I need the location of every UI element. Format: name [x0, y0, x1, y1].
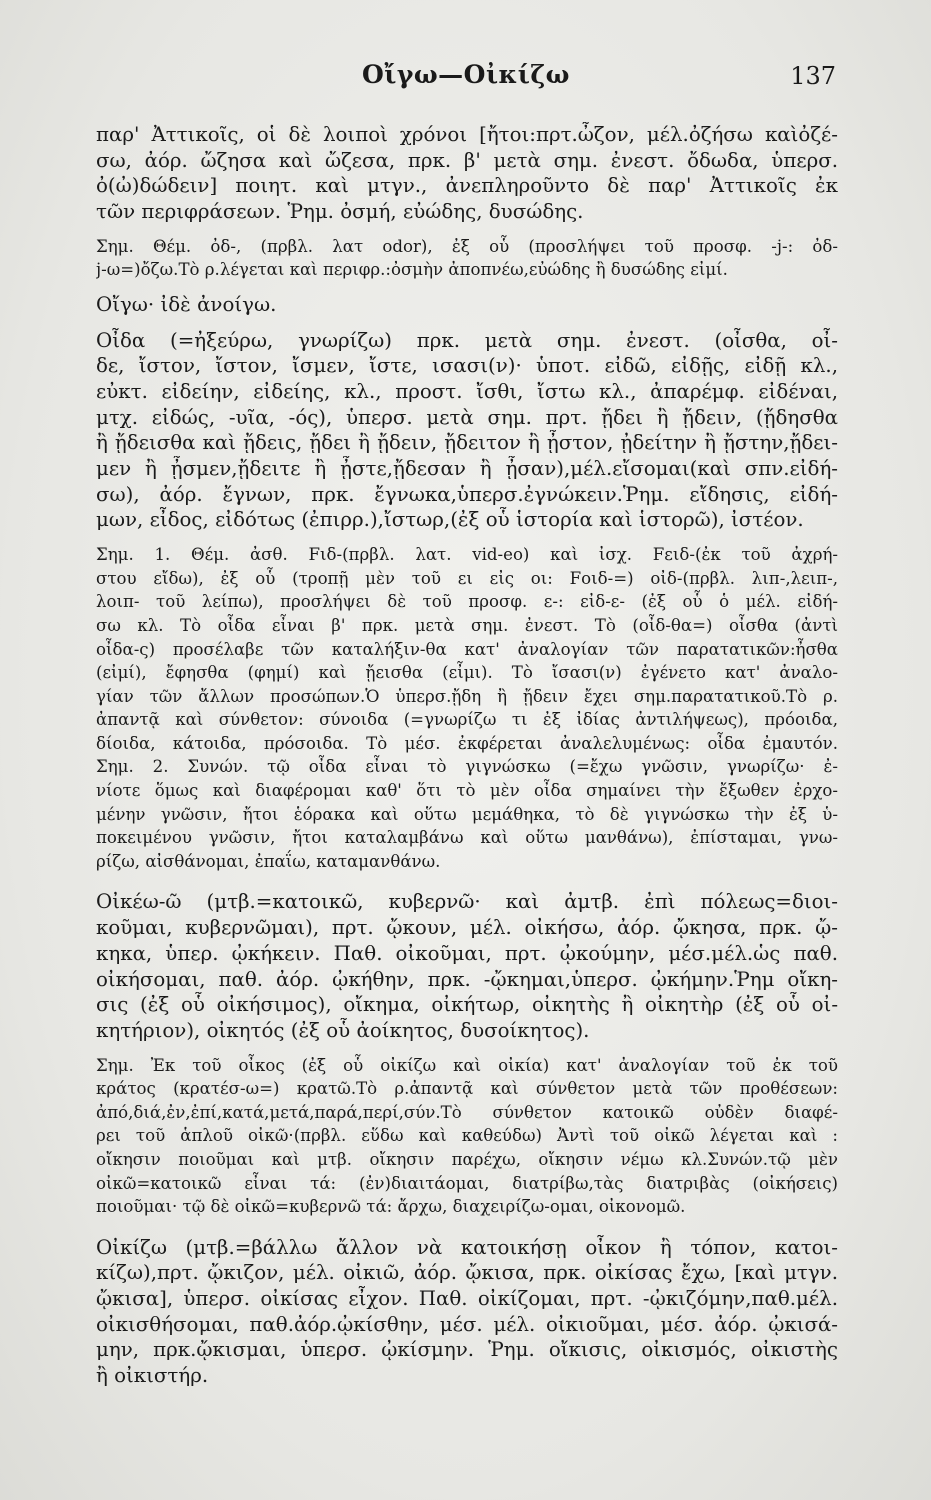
dictionary-entry	[96, 1235, 838, 1389]
text-line: σω), ἀόρ. ἔγνων, πρκ. ἔγνωκα,ὑπερσ.ἐγνώκειν.Ῥημ. εἴδησις, εἰδή-	[96, 482, 838, 506]
text-line: μτχ. εἰδώς, -υῖα, -ός), ὑπερσ. μετὰ σημ. πρτ. ᾔδει ἢ ᾔδειν, (ᾔδησθα	[96, 405, 838, 429]
note-line: ποκειμένου γνῶσιν, ἤτοι καταλαμβάνω καὶ οὕτω μανθάνω), ἐπίσταμαι, γνω-	[96, 828, 838, 848]
note-line: μένην γνῶσιν, ἤτοι ἑόρακα καὶ οὕτω μεμάθηκα, τὸ δὲ γιγνώσκω τὴν ἐξ ὑ-	[96, 804, 838, 824]
page-header	[96, 60, 836, 100]
text-line: σις (ἐξ οὗ οἰκήσιμος), οἴκημα, οἰκήτωρ, οἰκητὴς ἢ οἰκητὴρ (ἐξ οὗ οἰ-	[96, 993, 838, 1017]
note-line: j-ω=)ὄζω.Τὸ ρ.λέγεται καὶ περιφρ.:ὀσμὴν ἀποπνέω,εὐώδης ἢ δυσώδης εἰμί.	[96, 260, 728, 280]
note-line: (εἰμί), ἔφησθα (φημί) καὶ ᾔεισθα (εἶμι). Τὸ ἴσασι(ν) ἐγένετο κατ' ἀναλο-	[96, 663, 838, 683]
text-line: κίζω),πρτ. ᾤκιζον, μέλ. οἰκιῶ, ἀόρ. ᾤκισα, πρκ. οἰκίσας ἔχω, [καὶ μτγν.	[96, 1261, 838, 1285]
text-line: εὐκτ. εἰδείην, εἰδείης, κλ., προστ. ἴσθι, ἴστω κλ., ἀπαρέμφ. εἰδέναι,	[96, 380, 838, 403]
note-line: Σημ. 2. Συνών. τῷ οἶδα εἶναι τὸ γιγνώσκω (=ἔχω γνῶσιν, γνωρίζω· ἐ-	[96, 757, 838, 777]
text-line: ἢ ᾔδεισθα καὶ ᾔδεις, ᾔδει ἢ ᾔδειν, ᾔδειτον ἢ ᾖστον, ᾐδείτην ἢ ᾔστην,ᾔδει-	[96, 431, 838, 455]
note-line: ρίζω, αἰσθάνομαι, ἐπαΐω, καταμανθάνω.	[96, 851, 441, 871]
dictionary-entry	[96, 328, 838, 874]
note-line: κράτος (κρατέσ-ω=) κρατῶ.Τὸ ρ.ἀπαντᾷ καὶ σύνθετον μετὰ τῶν προθέσεων:	[96, 1079, 838, 1099]
text-line: σω, ἀόρ. ὤζησα καὶ ὤζεσα, πρκ. β' μετὰ σημ. ἐνεστ. ὄδωδα, ὑπερσ.	[96, 148, 838, 172]
note-line: νίοτε ὅμως καὶ διαφέρομαι καθ' ὅτι τὸ μὲν οἶδα σημαίνει τὴν ἔξωθεν ἐρχο-	[96, 781, 838, 801]
text-line: κοῦμαι, κυβερνῶμαι), πρτ. ᾤκουν, μέλ. οἰκήσω, ἀόρ. ᾤκησα, πρκ. ᾤ-	[96, 916, 838, 940]
note-line: ἀπό,διά,ἐν,ἐπί,κατά,μετά,παρά,περί,σύν.Τὸ σύνθετον κατοικῶ οὐδὲν διαφέ-	[96, 1102, 838, 1122]
text-line: Οἰκέω-ῶ (μτβ.=κατοικῶ, κυβερνῶ· καὶ ἀμτβ. ἐπὶ πόλεως=διοι-	[96, 890, 838, 914]
note-line: ἀπαντᾷ καὶ σύνθετον: σύνοιδα (=γνωρίζω τι ἐξ ἰδίας ἀντιλήψεως), πρόοιδα,	[96, 710, 838, 730]
page-body	[96, 122, 838, 1389]
note-line: δίοιδα, κάτοιδα, πρόσοιδα. Τὸ μέσ. ἐκφέρεται ἀναλελυμένως: οἶδα ἐμαυτόν.	[96, 733, 838, 753]
note-line: ρει τοῦ ἁπλοῦ οἰκῶ·(πρβλ. εὕδω καὶ καθεύδω) Ἀντὶ τοῦ οἰκῶ λέγεται καὶ :	[96, 1126, 838, 1146]
text-line: κηκα, ὑπερ. ᾠκήκειν. Παθ. οἰκοῦμαι, πρτ. ᾠκούμην, μέσ.μέλ.ὡς παθ.	[96, 941, 838, 965]
dictionary-entry	[96, 292, 838, 318]
entry-continuation	[96, 122, 838, 282]
note-line: οἴκησιν ποιοῦμαι καὶ μτβ. οἴκησιν παρέχω, οἴκησιν νέμω κλ.Συνών.τῷ μὲν	[96, 1149, 838, 1169]
text-line: παρ' Ἀττικοῖς, οἱ δὲ λοιποὶ χρόνοι [ἤτοι:πρτ.ὦζον, μέλ.ὀζήσω καὶὀζέ-	[96, 123, 838, 146]
text-line: δε, ἴστον, ἴστον, ἴσμεν, ἴστε, ισασι(ν)· ὑποτ. εἰδῶ, εἰδῇς, εἰδῇ κλ.,	[96, 354, 838, 378]
text-line: Οἶδα (=ἠξεύρω, γνωρίζω) πρκ. μετὰ σημ. ἐνεστ. (οἶσθα, οἶ-	[96, 328, 838, 352]
note-line: Σημ. Θέμ. ὀδ-, (πρβλ. λατ odor), ἐξ οὗ (προσλήψει τοῦ προσφ. -j-: ὀδ-	[96, 236, 838, 256]
text-line: κητήριον), οἰκητός (ἐξ οὗ ἀοίκητος, δυσοίκητος).	[96, 1018, 590, 1042]
note-line: οἰκῶ=κατοικῶ εἶναι τά: (ἐν)διαιτάομαι, διατρίβω,τὰς διατριβὰς (οἰκήσεις)	[96, 1173, 838, 1193]
note-line: Σημ. 1. Θέμ. ἀσθ. Fιδ-(πρβλ. λατ. vid-eo) καὶ ἰσχ. Fειδ-(ἐκ τοῦ ἀχρή-	[96, 545, 838, 565]
text-line: τῶν περιφράσεων. Ῥημ. ὀσμή, εὐώδης, δυσώδης.	[96, 200, 584, 224]
note-line: οἶδα-ς) προσέλαβε τῶν καταλήξιν-θα κατ' ἀναλογίαν τῶν παρατατικῶν:ἦσθα	[96, 639, 838, 659]
text-line: ἢ οἰκιστήρ.	[96, 1364, 209, 1388]
page-number: 137	[790, 62, 836, 90]
note-line: Σημ. Ἐκ τοῦ οἶκος (ἐξ οὗ οἰκίζω καὶ οἰκία) κατ' ἀναλογίαν τοῦ ἐκ τοῦ	[96, 1055, 838, 1075]
note-line: ποιοῦμαι· τῷ δὲ οἰκῶ=κυβερνῶ τά: ἄρχω, διαχειρίζω-ομαι, οἰκονομῶ.	[96, 1197, 686, 1217]
note-line: σω κλ. Τὸ οἶδα εἶναι β' πρκ. μετὰ σημ. ἐνεστ. Τὸ (οἶδ-θα=) οἶσθα (ἀντὶ	[96, 615, 838, 635]
text-line: Οἴγω· ἰδὲ ἀνοίγω.	[96, 292, 277, 316]
dictionary-entry	[96, 889, 838, 1218]
text-line: μων, εἶδος, εἰδότως (ἐπιρρ.),ἴστωρ,(ἐξ οὗ ἱστορία καὶ ἱστορῶ), ἰστέον.	[96, 508, 804, 532]
text-line: μεν ἢ ᾖσμεν,ᾔδειτε ἢ ᾖστε,ᾔδεσαν ἢ ᾖσαν),μέλ.εἴσομαι(καὶ σπν.εἰδή-	[96, 457, 838, 481]
note-line: γίαν τῶν ἄλλων προσώπων.Ὁ ὑπερσ.ᾔδη ἢ ᾔδειν ἔχει σημ.παρατατικοῦ.Τὸ ρ.	[96, 686, 838, 706]
text-line: οἰκήσομαι, παθ. ἀόρ. ᾠκήθην, πρκ. -ᾤκημαι,ὑπερσ. ᾠκήμην.Ῥημ οἴκη-	[96, 967, 838, 991]
running-title: Οἴγω—Οἰκίζω	[361, 60, 570, 89]
note-line: στου εἴδω), ἐξ οὗ (τροπῇ μὲν τοῦ ει εἰς οι: Fοιδ-=) οἰδ-(πρβλ. λιπ-,λειπ-,	[96, 568, 838, 588]
text-line: ᾤκισα], ὑπερσ. οἰκίσας εἶχον. Παθ. οἰκίζομαι, πρτ. -ᾠκιζόμην,παθ.μέλ.	[96, 1287, 838, 1311]
text-line: οἰκισθήσομαι, παθ.ἀόρ.ᾠκίσθην, μέσ. μέλ. οἰκιοῦμαι, μέσ. ἀόρ. ᾠκισά-	[96, 1312, 838, 1336]
text-line: Οἰκίζω (μτβ.=βάλλω ἄλλον νὰ κατοικήσῃ οἶκον ἢ τόπον, κατοι-	[96, 1235, 838, 1259]
note-line: λοιπ- τοῦ λείπω), προσλήψει δὲ τοῦ προσφ. ε-: εἰδ-ε- (ἐξ οὗ ὁ μέλ. εἰδή-	[96, 592, 838, 612]
text-line: ὀ(ὠ)δώδειν] ποιητ. καὶ μτγν., ἀνεπληροῦντο δὲ παρ' Ἀττικοῖς ἐκ	[96, 174, 838, 198]
text-line: μην, πρκ.ᾤκισμαι, ὑπερσ. ᾠκίσμην. Ῥημ. οἴκισις, οἰκισμός, οἰκιστὴς	[96, 1338, 838, 1362]
